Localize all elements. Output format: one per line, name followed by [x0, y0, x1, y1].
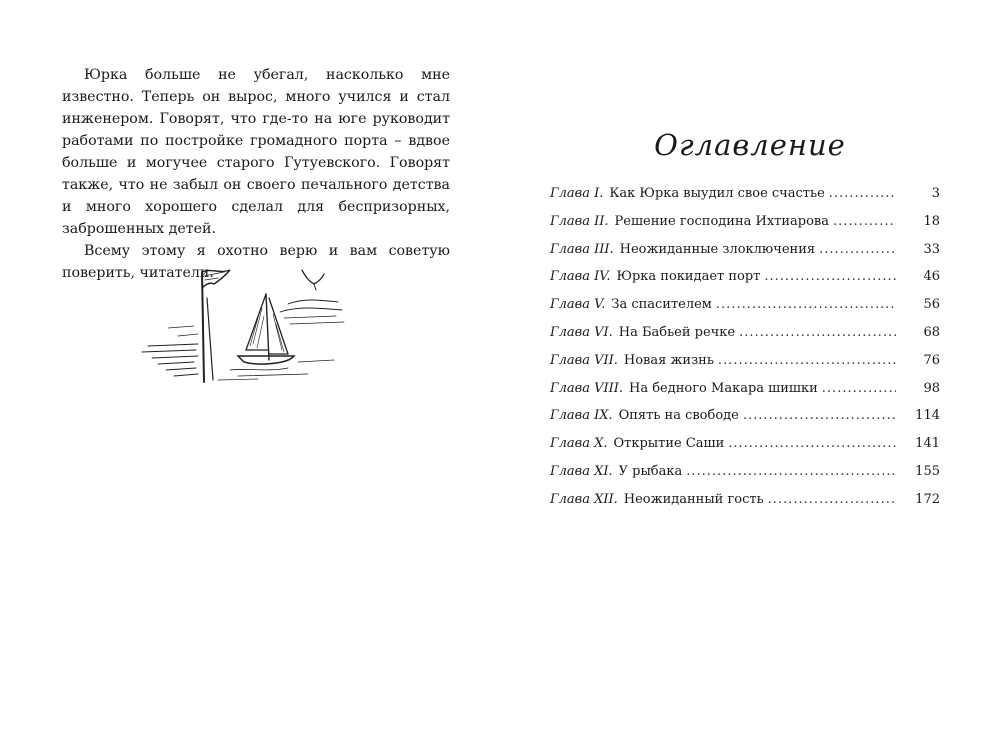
- table-of-contents: [550, 186, 940, 520]
- toc-leader-dots: [822, 381, 896, 396]
- toc-chapter-number: Глава IX.: [550, 408, 613, 424]
- toc-leader-dots: [718, 353, 896, 368]
- toc-leader-dots: [739, 325, 896, 340]
- toc-leader-dots: [728, 436, 896, 451]
- toc-page-number: 98: [923, 380, 940, 396]
- toc-entry: [550, 464, 940, 492]
- toc-chapter-name: Новая жизнь: [623, 352, 714, 368]
- toc-chapter-name: Решение господина Ихтиарова: [614, 213, 829, 229]
- toc-entry: [550, 297, 940, 325]
- toc-leader-dots: [743, 408, 896, 423]
- toc-chapter-number: Глава VII.: [550, 352, 618, 368]
- toc-leader-dots: [716, 297, 896, 312]
- toc-entry: [550, 381, 940, 409]
- toc-chapter-name: За спасителем: [611, 297, 712, 313]
- toc-entry: [550, 408, 940, 436]
- toc-leader-dots: [768, 492, 896, 507]
- toc-chapter-name: Как Юрка выудил свое счастье: [609, 186, 825, 201]
- toc-chapter-number: Глава II.: [550, 213, 609, 229]
- toc-chapter-number: Глава XI.: [550, 463, 613, 479]
- toc-leader-dots: [819, 242, 896, 257]
- toc-chapter-number: Глава I.: [550, 186, 604, 201]
- toc-chapter-name: На Бабьей речке: [618, 324, 736, 340]
- toc-page-number: 56: [923, 297, 940, 313]
- toc-chapter-name: У рыбака: [618, 463, 683, 479]
- toc-leader-dots: [686, 464, 896, 479]
- toc-leader-dots: [833, 214, 896, 229]
- toc-page-number: 172: [915, 491, 940, 507]
- toc-page-number: 141: [915, 436, 940, 452]
- toc-chapter-number: Глава IV.: [550, 269, 611, 285]
- toc-leader-dots: [764, 269, 896, 284]
- toc-chapter-name: Неожиданный гость: [623, 491, 764, 507]
- toc-page-number: 68: [923, 324, 940, 340]
- toc-page-number: 33: [923, 241, 940, 257]
- toc-chapter-name: Неожиданные злоключения: [619, 241, 816, 257]
- toc-chapter-number: Глава VI.: [550, 324, 613, 340]
- story-text: [62, 64, 450, 284]
- toc-page-number: 46: [923, 269, 940, 285]
- toc-entry: [550, 436, 940, 464]
- toc-chapter-number: Глава III.: [550, 241, 614, 257]
- toc-entry: [550, 353, 940, 381]
- toc-page-number: 18: [923, 213, 940, 229]
- sailboat-illustration: [138, 258, 350, 388]
- toc-chapter-number: Глава X.: [550, 436, 608, 452]
- toc-page-number: 114: [915, 408, 940, 424]
- toc-entry: [550, 214, 940, 242]
- toc-chapter-name: Юрка покидает порт: [616, 269, 761, 285]
- toc-chapter-number: Глава XII.: [550, 491, 618, 507]
- toc-chapter-number: Глава VIII.: [550, 380, 624, 396]
- toc-entry: [550, 269, 940, 297]
- toc-chapter-number: Глава V.: [550, 297, 606, 313]
- toc-leader-dots: [829, 186, 896, 201]
- toc-page-number: 3: [931, 186, 940, 201]
- right-page: [500, 0, 1000, 750]
- toc-chapter-name: На бедного Макара шишки: [629, 380, 818, 396]
- toc-entry: [550, 186, 940, 214]
- toc-entry: [550, 325, 940, 353]
- toc-title: Оглавление: [654, 128, 846, 162]
- toc-chapter-name: Опять на свободе: [618, 408, 739, 424]
- toc-chapter-name: Открытие Саши: [613, 436, 725, 452]
- toc-entry: [550, 242, 940, 270]
- toc-entry: [550, 492, 940, 520]
- toc-page-number: 76: [923, 352, 940, 368]
- story-paragraph: Всему этому я охотно верю и вам советую поверить, читатели.: [62, 243, 450, 281]
- story-paragraph: Юрка больше не убегал, насколько мне известно. Теперь он вырос, много учился и стал инженером. Говорят, что где-то на юге руководит работами по постройке громадного порта – вдвое больше и могучее старого Гутуевского. Говорят также, что не забыл он своего печального детства и много хорошего сделал для беспризорных, заброшенных детей.: [62, 67, 450, 237]
- toc-page-number: 155: [915, 463, 940, 479]
